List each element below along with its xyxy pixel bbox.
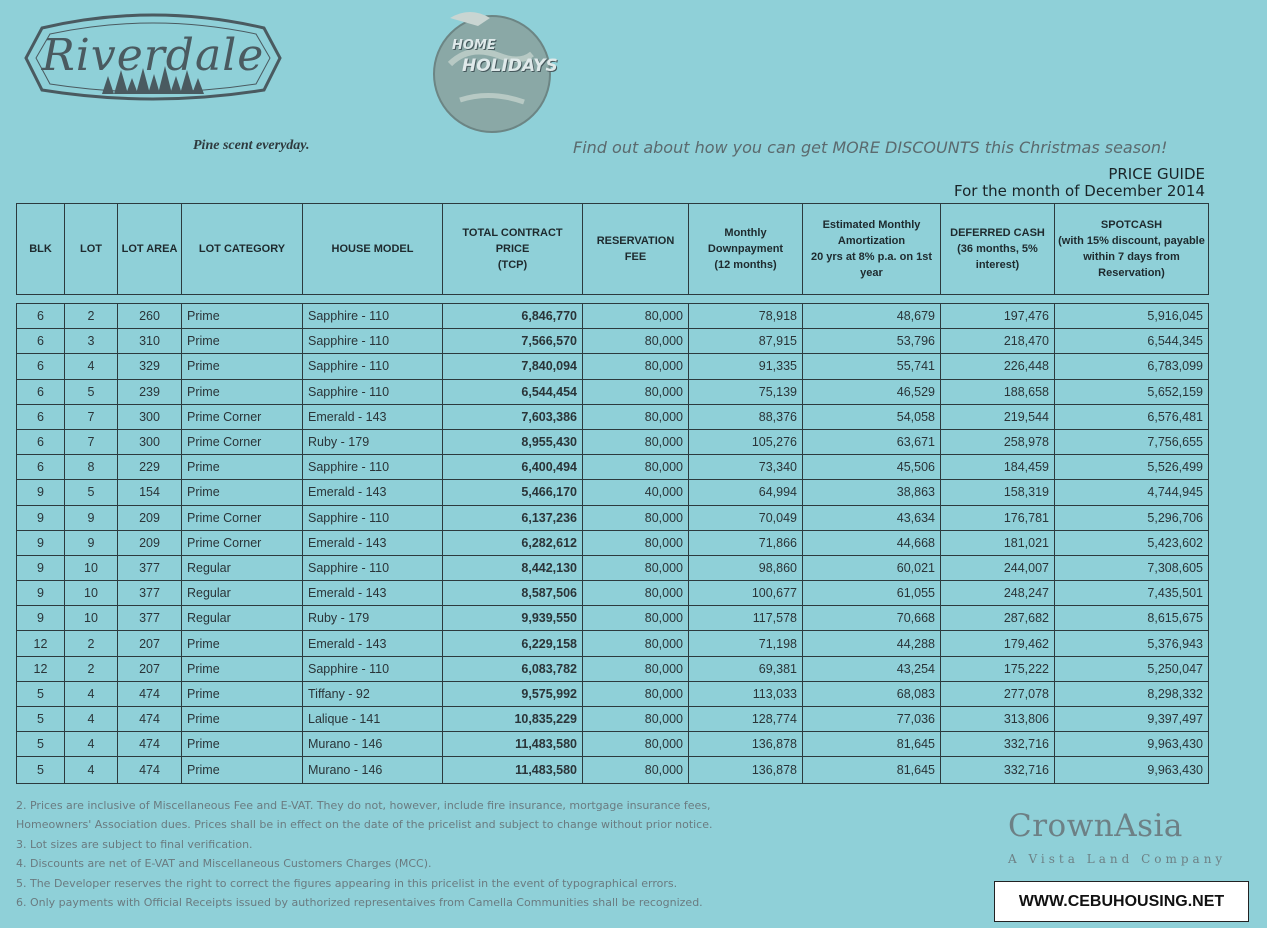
cell-lot: 4	[65, 354, 118, 378]
cell-spotcash: 5,916,045	[1147, 309, 1203, 324]
cell-deferred-cash: 179,462	[941, 631, 1055, 655]
cell-lot-category: Prime	[182, 657, 303, 681]
table-row	[17, 329, 1208, 354]
cell-monthly-downpayment: 87,915	[689, 329, 803, 353]
cell-tcp: 8,955,430	[443, 430, 583, 454]
column-header-monthly-downpayment: Monthly Downpayment (12 months)	[689, 204, 803, 294]
table-row	[17, 581, 1208, 606]
cell-monthly-amortization: 45,506	[803, 455, 941, 479]
cell-blk: 6	[17, 455, 65, 479]
cell-tcp: 10,835,229	[443, 707, 583, 731]
cell-tcp: 6,544,454	[443, 380, 583, 404]
cell-deferred-cash: 158,319	[941, 480, 1055, 504]
logo-text: Riverdale	[41, 30, 265, 81]
cell-spotcash: 7,435,501	[1147, 586, 1203, 601]
cell-lot-area: 474	[118, 682, 182, 706]
cell-reservation-fee: 80,000	[583, 405, 689, 429]
cell-house-model: Sapphire - 110	[303, 657, 443, 681]
cell-spotcash: 5,296,706	[1147, 510, 1203, 525]
cell-tcp: 6,229,158	[443, 631, 583, 655]
cell-lot-category: Regular	[182, 606, 303, 630]
cell-blk: 6	[17, 304, 65, 328]
cell-deferred-cash: 287,682	[941, 606, 1055, 630]
cell-monthly-amortization: 63,671	[803, 430, 941, 454]
cell-reservation-fee: 80,000	[583, 531, 689, 555]
tagline: Pine scent everyday.	[193, 138, 310, 153]
riverdale-logo	[22, 8, 284, 106]
cell-monthly-downpayment: 69,381	[689, 657, 803, 681]
cell-blk: 9	[17, 506, 65, 530]
cell-lot: 5	[65, 380, 118, 404]
cell-blk: 9	[17, 606, 65, 630]
note-item: 2. Prices are inclusive of Miscellaneous Fee and E-VAT. They do not, however, include fire insurance, mortgage insurance fees,	[16, 799, 711, 812]
cell-house-model: Emerald - 143	[303, 631, 443, 655]
cell-lot-category: Prime	[182, 380, 303, 404]
cell-house-model: Emerald - 143	[303, 480, 443, 504]
cell-monthly-amortization: 55,741	[803, 354, 941, 378]
cell-lot-area: 377	[118, 606, 182, 630]
cell-lot-area: 209	[118, 506, 182, 530]
cell-reservation-fee: 80,000	[583, 304, 689, 328]
table-row	[17, 556, 1208, 581]
table-row	[17, 480, 1208, 505]
cell-deferred-cash: 176,781	[941, 506, 1055, 530]
table-row	[17, 657, 1208, 682]
table-row	[17, 531, 1208, 556]
cell-tcp: 6,137,236	[443, 506, 583, 530]
cell-lot-area: 300	[118, 430, 182, 454]
cell-tcp: 9,939,550	[443, 606, 583, 630]
cell-house-model: Emerald - 143	[303, 581, 443, 605]
cell-monthly-downpayment: 73,340	[689, 455, 803, 479]
cell-monthly-amortization: 48,679	[803, 304, 941, 328]
cell-lot: 9	[65, 531, 118, 555]
column-header-tcp: TOTAL CONTRACT PRICE (TCP)	[443, 204, 583, 294]
cell-blk: 6	[17, 380, 65, 404]
crownasia-subtitle: A Vista Land Company	[1008, 852, 1227, 866]
column-header-deferred-cash: DEFERRED CASH (36 months, 5% interest)	[941, 204, 1055, 294]
cell-monthly-amortization: 68,083	[803, 682, 941, 706]
cell-monthly-downpayment: 113,033	[689, 682, 803, 706]
cell-lot: 2	[65, 657, 118, 681]
cell-spotcash: 9,963,430	[1147, 762, 1203, 777]
cell-lot: 10	[65, 606, 118, 630]
cell-house-model: Murano - 146	[303, 757, 443, 782]
cell-deferred-cash: 184,459	[941, 455, 1055, 479]
cell-house-model: Sapphire - 110	[303, 380, 443, 404]
cell-lot-category: Prime	[182, 631, 303, 655]
cell-monthly-downpayment: 100,677	[689, 581, 803, 605]
cell-spotcash: 6,576,481	[1147, 409, 1203, 424]
cell-monthly-amortization: 81,645	[803, 732, 941, 756]
cell-house-model: Sapphire - 110	[303, 354, 443, 378]
cell-lot-category: Prime	[182, 304, 303, 328]
cell-lot-area: 377	[118, 581, 182, 605]
cell-tcp: 6,846,770	[443, 304, 583, 328]
cell-lot: 8	[65, 455, 118, 479]
cell-lot-area: 300	[118, 405, 182, 429]
cell-monthly-downpayment: 71,198	[689, 631, 803, 655]
cell-reservation-fee: 80,000	[583, 732, 689, 756]
table-row	[17, 732, 1208, 757]
badge-line2: HOLIDAYS	[462, 56, 558, 76]
cell-reservation-fee: 80,000	[583, 354, 689, 378]
column-header-lot: LOT	[65, 204, 118, 294]
cell-lot-category: Prime Corner	[182, 506, 303, 530]
cell-blk: 9	[17, 480, 65, 504]
cell-deferred-cash: 277,078	[941, 682, 1055, 706]
cell-tcp: 5,466,170	[443, 480, 583, 504]
cell-blk: 6	[17, 354, 65, 378]
table-row	[17, 506, 1208, 531]
website-label: WWW.CEBUHOUSING.NET	[994, 881, 1249, 922]
cell-monthly-amortization: 44,668	[803, 531, 941, 555]
cell-tcp: 7,840,094	[443, 354, 583, 378]
cell-blk: 12	[17, 657, 65, 681]
cell-monthly-downpayment: 78,918	[689, 304, 803, 328]
cell-reservation-fee: 80,000	[583, 556, 689, 580]
cell-tcp: 6,083,782	[443, 657, 583, 681]
cell-lot-area: 207	[118, 657, 182, 681]
cell-reservation-fee: 80,000	[583, 329, 689, 353]
cell-lot-category: Prime	[182, 480, 303, 504]
cell-lot: 9	[65, 506, 118, 530]
cell-lot-category: Prime	[182, 682, 303, 706]
cell-monthly-downpayment: 71,866	[689, 531, 803, 555]
cell-monthly-amortization: 46,529	[803, 380, 941, 404]
table-row	[17, 354, 1208, 379]
cell-spotcash: 6,544,345	[1147, 334, 1203, 349]
table-row	[17, 707, 1208, 732]
cell-monthly-downpayment: 98,860	[689, 556, 803, 580]
price-guide-subtitle: For the month of December 2014	[954, 182, 1205, 200]
cell-lot-category: Prime	[182, 455, 303, 479]
cell-lot-area: 310	[118, 329, 182, 353]
table-row	[17, 304, 1208, 329]
column-header-house-model: HOUSE MODEL	[303, 204, 443, 294]
crownasia-logo: CrownAsia	[1008, 808, 1183, 844]
cell-house-model: Sapphire - 110	[303, 506, 443, 530]
table-row	[17, 380, 1208, 405]
cell-monthly-downpayment: 117,578	[689, 606, 803, 630]
cell-blk: 5	[17, 707, 65, 731]
cell-reservation-fee: 80,000	[583, 606, 689, 630]
cell-blk: 9	[17, 556, 65, 580]
cell-tcp: 8,587,506	[443, 581, 583, 605]
cell-reservation-fee: 80,000	[583, 430, 689, 454]
column-header-spotcash: SPOTCASH (with 15% discount, payable within 7 days from Reservation)	[1058, 219, 1205, 279]
cell-monthly-amortization: 53,796	[803, 329, 941, 353]
table-row	[17, 455, 1208, 480]
cell-lot-category: Prime Corner	[182, 531, 303, 555]
cell-deferred-cash: 332,716	[941, 757, 1055, 782]
price-guide-title: PRICE GUIDE	[1108, 165, 1205, 183]
cell-tcp: 7,566,570	[443, 329, 583, 353]
cell-deferred-cash: 248,247	[941, 581, 1055, 605]
cell-tcp: 9,575,992	[443, 682, 583, 706]
cell-house-model: Lalique - 141	[303, 707, 443, 731]
note-item: 5. The Developer reserves the right to correct the figures appearing in this pricelist in the event of typographical errors.	[16, 876, 678, 890]
cell-lot-area: 154	[118, 480, 182, 504]
cell-spotcash: 5,526,499	[1147, 460, 1203, 475]
cell-blk: 6	[17, 329, 65, 353]
note-item: 3. Lot sizes are subject to final verification.	[16, 837, 253, 851]
cell-deferred-cash: 188,658	[941, 380, 1055, 404]
cell-house-model: Ruby - 179	[303, 430, 443, 454]
cell-monthly-amortization: 77,036	[803, 707, 941, 731]
cell-deferred-cash: 218,470	[941, 329, 1055, 353]
cell-deferred-cash: 197,476	[941, 304, 1055, 328]
cell-lot-area: 229	[118, 455, 182, 479]
cell-spotcash: 5,250,047	[1147, 661, 1203, 676]
cell-lot-category: Regular	[182, 556, 303, 580]
cell-blk: 6	[17, 405, 65, 429]
cell-house-model: Ruby - 179	[303, 606, 443, 630]
cell-house-model: Sapphire - 110	[303, 304, 443, 328]
cell-lot: 4	[65, 732, 118, 756]
price-table	[16, 303, 1209, 784]
cell-monthly-downpayment: 88,376	[689, 405, 803, 429]
cell-tcp: 7,603,386	[443, 405, 583, 429]
column-header-blk: BLK	[17, 204, 65, 294]
cell-reservation-fee: 40,000	[583, 480, 689, 504]
cell-lot-area: 474	[118, 757, 182, 782]
cell-lot: 4	[65, 757, 118, 782]
cell-lot-area: 209	[118, 531, 182, 555]
cell-reservation-fee: 80,000	[583, 631, 689, 655]
cell-lot-area: 474	[118, 732, 182, 756]
cell-monthly-amortization: 60,021	[803, 556, 941, 580]
cell-spotcash: 5,423,602	[1147, 535, 1203, 550]
cell-deferred-cash: 226,448	[941, 354, 1055, 378]
cell-monthly-amortization: 43,254	[803, 657, 941, 681]
cell-spotcash: 5,652,159	[1147, 384, 1203, 399]
cell-blk: 5	[17, 732, 65, 756]
cell-monthly-downpayment: 128,774	[689, 707, 803, 731]
cell-lot: 3	[65, 329, 118, 353]
cell-blk: 12	[17, 631, 65, 655]
cell-lot-category: Prime	[182, 732, 303, 756]
cell-monthly-amortization: 43,634	[803, 506, 941, 530]
cell-lot: 2	[65, 304, 118, 328]
cell-spotcash: 8,298,332	[1147, 686, 1203, 701]
cell-lot: 4	[65, 682, 118, 706]
cell-tcp: 11,483,580	[443, 757, 583, 782]
cell-deferred-cash: 332,716	[941, 732, 1055, 756]
cell-spotcash: 7,308,605	[1147, 560, 1203, 575]
cell-tcp: 6,400,494	[443, 455, 583, 479]
column-header-lot-category: LOT CATEGORY	[182, 204, 303, 294]
cell-lot-category: Prime	[182, 354, 303, 378]
table-row	[17, 682, 1208, 707]
cell-monthly-downpayment: 70,049	[689, 506, 803, 530]
cell-reservation-fee: 80,000	[583, 506, 689, 530]
table-row	[17, 606, 1208, 631]
cell-monthly-downpayment: 64,994	[689, 480, 803, 504]
cell-reservation-fee: 80,000	[583, 682, 689, 706]
cell-deferred-cash: 181,021	[941, 531, 1055, 555]
cell-lot-area: 239	[118, 380, 182, 404]
cell-lot-category: Prime	[182, 707, 303, 731]
column-header-reservation-fee: RESERVATION FEE	[583, 204, 689, 294]
cell-reservation-fee: 80,000	[583, 455, 689, 479]
cell-lot: 10	[65, 556, 118, 580]
cell-lot: 7	[65, 430, 118, 454]
cell-spotcash: 7,756,655	[1147, 435, 1203, 450]
table-header	[16, 203, 1209, 295]
cell-house-model: Murano - 146	[303, 732, 443, 756]
cell-deferred-cash: 244,007	[941, 556, 1055, 580]
column-header-monthly-amortization: Estimated Monthly Amortization 20 yrs at 8% p.a. on 1st year	[803, 204, 941, 294]
cell-monthly-amortization: 54,058	[803, 405, 941, 429]
cell-spotcash: 9,963,430	[1147, 737, 1203, 752]
cell-monthly-downpayment: 105,276	[689, 430, 803, 454]
cell-monthly-amortization: 44,288	[803, 631, 941, 655]
cell-house-model: Emerald - 143	[303, 531, 443, 555]
note-item: 4. Discounts are net of E-VAT and Miscellaneous Customers Charges (MCC).	[16, 857, 432, 871]
cell-blk: 5	[17, 682, 65, 706]
cell-lot-category: Prime	[182, 329, 303, 353]
cell-lot-area: 207	[118, 631, 182, 655]
table-row	[17, 405, 1208, 430]
cell-lot: 10	[65, 581, 118, 605]
cell-lot-category: Prime	[182, 757, 303, 782]
cell-monthly-downpayment: 91,335	[689, 354, 803, 378]
cell-lot: 4	[65, 707, 118, 731]
table-row	[17, 757, 1208, 782]
promo-text: Find out about how you can get MORE DISCOUNTS this Christmas season!	[573, 138, 1168, 157]
cell-lot-area: 377	[118, 556, 182, 580]
cell-monthly-amortization: 38,863	[803, 480, 941, 504]
cell-lot-area: 260	[118, 304, 182, 328]
cell-spotcash: 9,397,497	[1147, 712, 1203, 727]
cell-spotcash: 6,783,099	[1147, 359, 1203, 374]
cell-house-model: Sapphire - 110	[303, 329, 443, 353]
cell-spotcash: 4,744,945	[1147, 485, 1203, 500]
column-header-lot-area: LOT AREA	[118, 204, 182, 294]
cell-reservation-fee: 80,000	[583, 707, 689, 731]
cell-blk: 6	[17, 430, 65, 454]
cell-lot-area: 329	[118, 354, 182, 378]
cell-deferred-cash: 219,544	[941, 405, 1055, 429]
cell-lot-category: Prime Corner	[182, 430, 303, 454]
cell-tcp: 8,442,130	[443, 556, 583, 580]
cell-deferred-cash: 258,978	[941, 430, 1055, 454]
cell-monthly-downpayment: 136,878	[689, 757, 803, 782]
cell-blk: 5	[17, 757, 65, 782]
cell-lot-area: 474	[118, 707, 182, 731]
note-item: Homeowners' Association dues. Prices shall be in effect on the date of the pricelist and subject to change without prior notice.	[16, 818, 713, 832]
cell-reservation-fee: 80,000	[583, 581, 689, 605]
cell-monthly-downpayment: 75,139	[689, 380, 803, 404]
cell-reservation-fee: 80,000	[583, 657, 689, 681]
cell-monthly-amortization: 70,668	[803, 606, 941, 630]
cell-monthly-amortization: 81,645	[803, 757, 941, 782]
cell-reservation-fee: 80,000	[583, 380, 689, 404]
note-item: 6. Only payments with Official Receipts issued by authorized representaives from Camella Communities shall be recognized.	[16, 896, 703, 910]
table-row	[17, 430, 1208, 455]
cell-monthly-downpayment: 136,878	[689, 732, 803, 756]
cell-spotcash: 5,376,943	[1147, 636, 1203, 651]
badge-line1: HOME	[452, 38, 496, 53]
cell-blk: 9	[17, 581, 65, 605]
cell-lot-category: Regular	[182, 581, 303, 605]
cell-blk: 9	[17, 531, 65, 555]
cell-spotcash: 8,615,675	[1147, 611, 1203, 626]
cell-house-model: Sapphire - 110	[303, 556, 443, 580]
cell-tcp: 11,483,580	[443, 732, 583, 756]
notes	[16, 796, 713, 912]
cell-lot: 2	[65, 631, 118, 655]
cell-reservation-fee: 80,000	[583, 757, 689, 782]
cell-deferred-cash: 313,806	[941, 707, 1055, 731]
cell-lot: 7	[65, 405, 118, 429]
cell-monthly-amortization: 61,055	[803, 581, 941, 605]
cell-house-model: Emerald - 143	[303, 405, 443, 429]
cell-lot: 5	[65, 480, 118, 504]
cell-tcp: 6,282,612	[443, 531, 583, 555]
cell-house-model: Sapphire - 110	[303, 455, 443, 479]
cell-house-model: Tiffany - 92	[303, 682, 443, 706]
cell-lot-category: Prime Corner	[182, 405, 303, 429]
table-row	[17, 631, 1208, 656]
cell-deferred-cash: 175,222	[941, 657, 1055, 681]
